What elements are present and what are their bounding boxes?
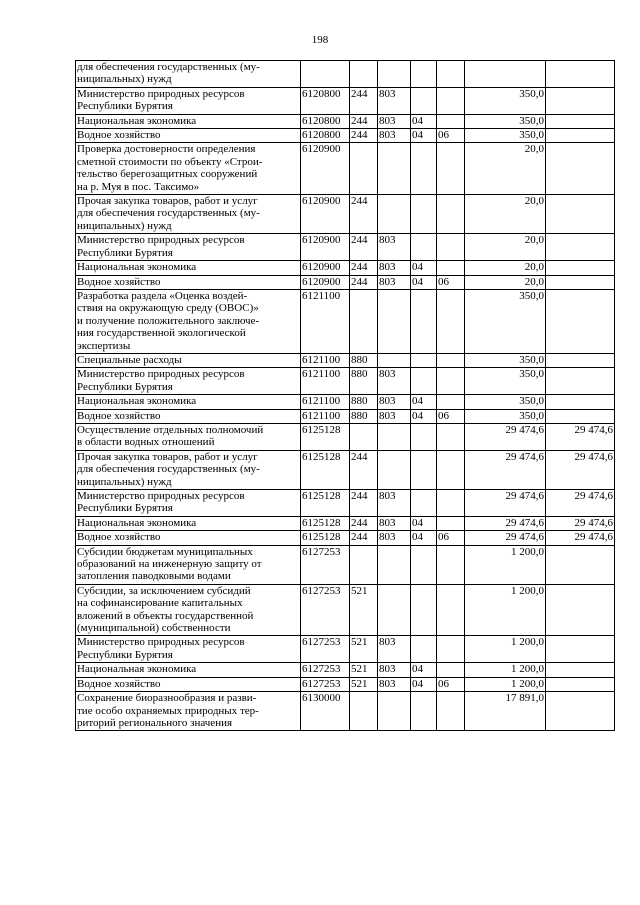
table-row <box>76 289 615 353</box>
cell-name: Прочая закупка товаров, работ и услуг для обеспечения государственных (му- ниципальных) нужд <box>76 450 301 489</box>
cell-subsection <box>437 663 465 677</box>
cell-amount: 20,0 <box>465 195 546 234</box>
cell-section <box>411 636 437 663</box>
cell-expense-type: 244 <box>350 275 378 289</box>
cell-amount-subventions <box>546 677 615 691</box>
cell-name: Специальные расходы <box>76 353 301 367</box>
cell-administrator: 803 <box>378 275 411 289</box>
cell-amount: 350,0 <box>465 368 546 395</box>
cell-amount-subventions: 29 474,6 <box>546 450 615 489</box>
cell-administrator: 803 <box>378 87 411 114</box>
cell-subsection: 06 <box>437 677 465 691</box>
cell-target-article: 6120900 <box>301 195 350 234</box>
cell-section: 04 <box>411 114 437 128</box>
cell-expense-type: 244 <box>350 114 378 128</box>
cell-amount <box>465 61 546 88</box>
table-row <box>76 450 615 489</box>
cell-amount-subventions <box>546 261 615 275</box>
cell-administrator: 803 <box>378 409 411 423</box>
cell-administrator <box>378 423 411 450</box>
cell-section <box>411 450 437 489</box>
cell-amount-subventions <box>546 114 615 128</box>
cell-target-article: 6127253 <box>301 663 350 677</box>
cell-subsection <box>437 87 465 114</box>
cell-amount-subventions <box>546 545 615 584</box>
cell-amount-subventions <box>546 275 615 289</box>
cell-target-article: 6120800 <box>301 87 350 114</box>
cell-subsection <box>437 143 465 195</box>
cell-subsection: 06 <box>437 409 465 423</box>
table-row <box>76 395 615 409</box>
cell-name: Прочая закупка товаров, работ и услуг для обеспечения государственных (му- ниципальных) нужд <box>76 195 301 234</box>
cell-administrator <box>378 545 411 584</box>
cell-amount-subventions <box>546 368 615 395</box>
table-row <box>76 490 615 517</box>
cell-amount-subventions <box>546 663 615 677</box>
table-row <box>76 61 615 88</box>
table-row <box>76 368 615 395</box>
cell-amount: 1 200,0 <box>465 663 546 677</box>
cell-name: Министерство природных ресурсов Республики Бурятия <box>76 87 301 114</box>
cell-expense-type: 244 <box>350 450 378 489</box>
cell-amount: 350,0 <box>465 87 546 114</box>
cell-target-article: 6125128 <box>301 516 350 530</box>
page-number: 198 <box>311 34 329 46</box>
cell-name: Министерство природных ресурсов Республики Бурятия <box>76 636 301 663</box>
cell-amount: 350,0 <box>465 129 546 143</box>
cell-expense-type: 244 <box>350 261 378 275</box>
table-row <box>76 87 615 114</box>
cell-amount-subventions <box>546 234 615 261</box>
cell-target-article: 6127253 <box>301 677 350 691</box>
cell-amount-subventions <box>546 409 615 423</box>
cell-amount-subventions <box>546 143 615 195</box>
cell-subsection: 06 <box>437 129 465 143</box>
cell-amount: 1 200,0 <box>465 677 546 691</box>
cell-expense-type <box>350 61 378 88</box>
cell-amount: 1 200,0 <box>465 584 546 636</box>
cell-name: Национальная экономика <box>76 663 301 677</box>
cell-name: Проверка достоверности определения сметной стоимости по объекту «Строи- тельство берегозащитных сооружений на р. Муя в пос. Таксимо» <box>76 143 301 195</box>
cell-subsection <box>437 261 465 275</box>
cell-amount-subventions <box>546 584 615 636</box>
cell-expense-type: 521 <box>350 584 378 636</box>
cell-administrator <box>378 692 411 731</box>
cell-expense-type: 521 <box>350 636 378 663</box>
cell-section: 04 <box>411 677 437 691</box>
cell-target-article: 6127253 <box>301 545 350 584</box>
table-row <box>76 114 615 128</box>
cell-administrator: 803 <box>378 516 411 530</box>
cell-name: Субсидии бюджетам муниципальных образований на инженерную защиту от затопления паводковыми водами <box>76 545 301 584</box>
cell-subsection <box>437 395 465 409</box>
cell-section <box>411 195 437 234</box>
cell-section <box>411 289 437 353</box>
cell-target-article: 6120900 <box>301 261 350 275</box>
table-row <box>76 409 615 423</box>
table-row <box>76 531 615 545</box>
cell-name: Водное хозяйство <box>76 275 301 289</box>
cell-target-article: 6125128 <box>301 423 350 450</box>
cell-administrator: 803 <box>378 636 411 663</box>
table-row <box>76 275 615 289</box>
cell-target-article: 6125128 <box>301 531 350 545</box>
cell-administrator <box>378 450 411 489</box>
cell-expense-type <box>350 692 378 731</box>
cell-amount-subventions <box>546 289 615 353</box>
cell-amount: 1 200,0 <box>465 636 546 663</box>
cell-amount-subventions <box>546 692 615 731</box>
cell-subsection <box>437 516 465 530</box>
cell-administrator: 803 <box>378 531 411 545</box>
cell-subsection <box>437 114 465 128</box>
table-row <box>76 516 615 530</box>
cell-amount: 350,0 <box>465 353 546 367</box>
table-row <box>76 584 615 636</box>
table-row <box>76 143 615 195</box>
cell-expense-type: 880 <box>350 395 378 409</box>
cell-subsection <box>437 584 465 636</box>
cell-target-article <box>301 61 350 88</box>
cell-section <box>411 584 437 636</box>
cell-name: Сохранение биоразнообразия и разви- тие особо охраняемых природных тер- риторий регионального значения <box>76 692 301 731</box>
cell-amount-subventions <box>546 195 615 234</box>
cell-name: Субсидии, за исключением субсидий на софинансирование капитальных вложений в объекты государственной (муниципальной) собственности <box>76 584 301 636</box>
cell-amount-subventions <box>546 87 615 114</box>
cell-amount-subventions <box>546 636 615 663</box>
cell-amount-subventions <box>546 129 615 143</box>
cell-amount: 29 474,6 <box>465 490 546 517</box>
cell-subsection <box>437 353 465 367</box>
table-row <box>76 261 615 275</box>
cell-expense-type <box>350 423 378 450</box>
cell-subsection: 06 <box>437 531 465 545</box>
cell-administrator: 803 <box>378 234 411 261</box>
cell-section: 04 <box>411 261 437 275</box>
table-row <box>76 663 615 677</box>
table-row <box>76 677 615 691</box>
cell-administrator <box>378 143 411 195</box>
cell-expense-type: 244 <box>350 516 378 530</box>
cell-subsection <box>437 545 465 584</box>
cell-expense-type <box>350 545 378 584</box>
cell-amount: 20,0 <box>465 143 546 195</box>
cell-subsection <box>437 368 465 395</box>
table-row <box>76 636 615 663</box>
cell-target-article: 6121100 <box>301 353 350 367</box>
cell-subsection <box>437 61 465 88</box>
cell-name: Водное хозяйство <box>76 129 301 143</box>
cell-section: 04 <box>411 663 437 677</box>
cell-section <box>411 545 437 584</box>
cell-administrator: 803 <box>378 261 411 275</box>
cell-section: 04 <box>411 275 437 289</box>
cell-target-article: 6127253 <box>301 584 350 636</box>
cell-expense-type: 244 <box>350 129 378 143</box>
cell-name: Осуществление отдельных полномочий в области водных отношений <box>76 423 301 450</box>
cell-target-article: 6125128 <box>301 450 350 489</box>
cell-administrator: 803 <box>378 395 411 409</box>
cell-section <box>411 61 437 88</box>
table-row <box>76 195 615 234</box>
cell-section <box>411 490 437 517</box>
cell-section <box>411 87 437 114</box>
cell-amount: 29 474,6 <box>465 516 546 530</box>
cell-expense-type: 880 <box>350 409 378 423</box>
cell-name: Водное хозяйство <box>76 531 301 545</box>
cell-expense-type: 244 <box>350 234 378 261</box>
cell-subsection <box>437 692 465 731</box>
cell-section: 04 <box>411 531 437 545</box>
cell-section <box>411 353 437 367</box>
cell-name: Национальная экономика <box>76 114 301 128</box>
table-row <box>76 692 615 731</box>
cell-target-article: 6121100 <box>301 368 350 395</box>
cell-name: Национальная экономика <box>76 516 301 530</box>
cell-name: Национальная экономика <box>76 261 301 275</box>
cell-subsection: 06 <box>437 275 465 289</box>
cell-amount-subventions: 29 474,6 <box>546 516 615 530</box>
cell-amount: 20,0 <box>465 275 546 289</box>
table-row <box>76 234 615 261</box>
cell-amount-subventions: 29 474,6 <box>546 531 615 545</box>
cell-name: Национальная экономика <box>76 395 301 409</box>
cell-section <box>411 423 437 450</box>
cell-section: 04 <box>411 129 437 143</box>
cell-administrator: 803 <box>378 129 411 143</box>
cell-subsection <box>437 450 465 489</box>
cell-amount: 350,0 <box>465 395 546 409</box>
budget-table <box>75 60 615 731</box>
cell-section: 04 <box>411 409 437 423</box>
cell-administrator: 803 <box>378 677 411 691</box>
cell-subsection <box>437 490 465 517</box>
cell-target-article: 6121100 <box>301 409 350 423</box>
cell-name: Водное хозяйство <box>76 409 301 423</box>
cell-administrator: 803 <box>378 490 411 517</box>
table-body <box>76 61 615 731</box>
cell-expense-type <box>350 289 378 353</box>
cell-subsection <box>437 234 465 261</box>
cell-expense-type: 244 <box>350 195 378 234</box>
cell-administrator <box>378 61 411 88</box>
cell-amount: 29 474,6 <box>465 423 546 450</box>
cell-target-article: 6121100 <box>301 395 350 409</box>
cell-expense-type: 880 <box>350 368 378 395</box>
cell-section <box>411 368 437 395</box>
cell-administrator <box>378 353 411 367</box>
cell-expense-type: 244 <box>350 490 378 517</box>
cell-administrator <box>378 195 411 234</box>
cell-name: Министерство природных ресурсов Республики Бурятия <box>76 234 301 261</box>
table-row <box>76 423 615 450</box>
cell-subsection <box>437 289 465 353</box>
cell-amount: 350,0 <box>465 289 546 353</box>
cell-amount: 17 891,0 <box>465 692 546 731</box>
cell-administrator: 803 <box>378 114 411 128</box>
cell-target-article: 6120800 <box>301 129 350 143</box>
cell-amount: 20,0 <box>465 234 546 261</box>
table-row <box>76 353 615 367</box>
cell-amount: 350,0 <box>465 114 546 128</box>
cell-amount-subventions <box>546 395 615 409</box>
cell-target-article: 6120900 <box>301 234 350 261</box>
cell-amount-subventions: 29 474,6 <box>546 490 615 517</box>
cell-expense-type: 521 <box>350 663 378 677</box>
cell-subsection <box>437 636 465 663</box>
cell-target-article: 6125128 <box>301 490 350 517</box>
cell-section <box>411 234 437 261</box>
cell-amount: 29 474,6 <box>465 531 546 545</box>
cell-section <box>411 692 437 731</box>
table-row <box>76 545 615 584</box>
cell-target-article: 6120900 <box>301 275 350 289</box>
cell-amount: 20,0 <box>465 261 546 275</box>
cell-target-article: 6120800 <box>301 114 350 128</box>
cell-expense-type: 244 <box>350 87 378 114</box>
cell-subsection <box>437 195 465 234</box>
cell-section: 04 <box>411 516 437 530</box>
cell-administrator: 803 <box>378 368 411 395</box>
cell-amount: 350,0 <box>465 409 546 423</box>
cell-amount: 1 200,0 <box>465 545 546 584</box>
cell-amount-subventions: 29 474,6 <box>546 423 615 450</box>
cell-target-article: 6127253 <box>301 636 350 663</box>
cell-section: 04 <box>411 395 437 409</box>
cell-amount-subventions <box>546 61 615 88</box>
cell-expense-type <box>350 143 378 195</box>
cell-name: Разработка раздела «Оценка воздей- ствия на окружающую среду (ОВОС)» и получение положительного заключе- ния государственной экологической экспертизы <box>76 289 301 353</box>
cell-name: Министерство природных ресурсов Республики Бурятия <box>76 490 301 517</box>
cell-section <box>411 143 437 195</box>
cell-name: Водное хозяйство <box>76 677 301 691</box>
table-row <box>76 129 615 143</box>
cell-administrator <box>378 584 411 636</box>
cell-target-article: 6130000 <box>301 692 350 731</box>
cell-amount-subventions <box>546 353 615 367</box>
cell-expense-type: 521 <box>350 677 378 691</box>
cell-target-article: 6121100 <box>301 289 350 353</box>
cell-administrator: 803 <box>378 663 411 677</box>
cell-administrator <box>378 289 411 353</box>
cell-name: для обеспечения государственных (му- ниципальных) нужд <box>76 61 301 88</box>
cell-amount: 29 474,6 <box>465 450 546 489</box>
cell-expense-type: 880 <box>350 353 378 367</box>
cell-expense-type: 244 <box>350 531 378 545</box>
cell-target-article: 6120900 <box>301 143 350 195</box>
cell-subsection <box>437 423 465 450</box>
cell-name: Министерство природных ресурсов Республики Бурятия <box>76 368 301 395</box>
